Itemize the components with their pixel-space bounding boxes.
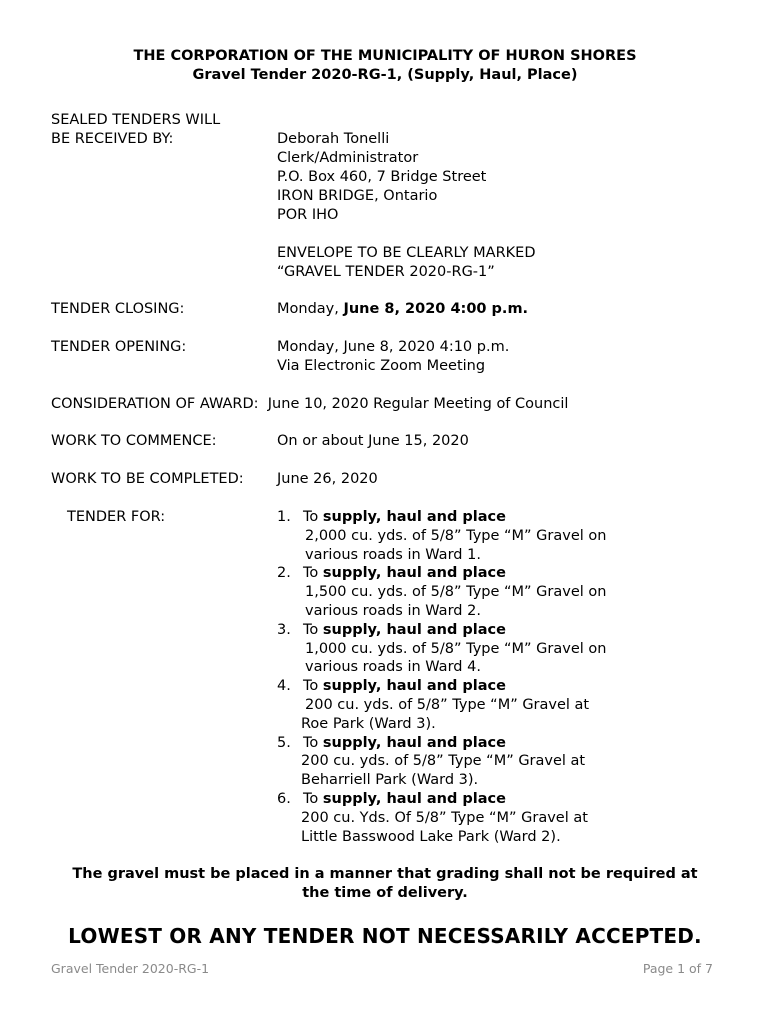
closing-datetime: June 8, 2020 4:00 p.m. bbox=[343, 301, 529, 317]
item-prefix: To bbox=[303, 621, 319, 638]
item-action: supply, haul and place bbox=[322, 565, 506, 582]
item-quantity: 200 cu. yds. of 5/8” Type “M” Gravel at bbox=[301, 753, 586, 770]
item-location: various roads in Ward 2. bbox=[305, 602, 481, 619]
list-item bbox=[277, 508, 606, 564]
commence-label: WORK TO COMMENCE: bbox=[51, 433, 217, 449]
award-value: June 10, 2020 Regular Meeting of Council bbox=[267, 396, 569, 412]
tender-for-label: TENDER FOR: bbox=[67, 509, 166, 525]
received-by-label-line1: SEALED TENDERS WILL bbox=[51, 112, 221, 128]
item-number: 6. bbox=[277, 790, 291, 807]
placement-note bbox=[0, 865, 770, 903]
closing-value bbox=[277, 300, 528, 319]
list-item bbox=[277, 621, 606, 677]
list-item bbox=[277, 734, 606, 790]
item-prefix: To bbox=[303, 565, 319, 582]
tender-title: Gravel Tender 2020-RG-1, (Supply, Haul, Place) bbox=[192, 67, 578, 83]
item-quantity: 2,000 cu. yds. of 5/8” Type “M” Gravel on bbox=[305, 527, 607, 544]
list-item bbox=[277, 790, 606, 846]
award-row bbox=[51, 395, 568, 414]
address-line: IRON BRIDGE, Ontario bbox=[277, 188, 438, 204]
closing-day: Monday, bbox=[277, 301, 339, 317]
item-prefix: To bbox=[303, 509, 319, 525]
opening-datetime: Monday, June 8, 2020 4:10 p.m. bbox=[277, 339, 510, 355]
municipality-title: THE CORPORATION OF THE MUNICIPALITY OF HURON SHORES bbox=[133, 48, 637, 64]
opening-label: TENDER OPENING: bbox=[51, 339, 187, 355]
item-quantity: 200 cu. Yds. Of 5/8” Type “M” Gravel at bbox=[301, 809, 588, 826]
commence-value: On or about June 15, 2020 bbox=[277, 433, 469, 449]
envelope-marking: “GRAVEL TENDER 2020-RG-1” bbox=[277, 264, 495, 280]
footer-page-number: Page 1 of 7 bbox=[642, 961, 713, 976]
footer-doc-title: Gravel Tender 2020-RG-1 bbox=[51, 961, 210, 976]
placement-note-line2: the time of delivery. bbox=[302, 885, 468, 901]
item-location: Roe Park (Ward 3). bbox=[301, 715, 436, 732]
item-location: Beharriell Park (Ward 3). bbox=[301, 772, 479, 789]
item-prefix: To bbox=[303, 790, 319, 807]
closing-label: TENDER CLOSING: bbox=[51, 301, 185, 317]
completed-label: WORK TO BE COMPLETED: bbox=[51, 471, 244, 487]
item-number: 3. bbox=[277, 621, 291, 638]
address-line: Deborah Tonelli bbox=[277, 131, 390, 147]
item-quantity: 1,500 cu. yds. of 5/8” Type “M” Gravel on bbox=[305, 584, 607, 601]
address-line: POR IHO bbox=[277, 207, 339, 223]
item-action: supply, haul and place bbox=[322, 790, 506, 807]
item-quantity: 200 cu. yds. of 5/8” Type “M” Gravel at bbox=[305, 696, 590, 713]
opening-method: Via Electronic Zoom Meeting bbox=[277, 358, 486, 374]
item-number: 5. bbox=[277, 734, 291, 751]
item-number: 4. bbox=[277, 678, 291, 695]
completed-value: June 26, 2020 bbox=[277, 471, 378, 487]
item-prefix: To bbox=[303, 734, 319, 751]
item-location: various roads in Ward 4. bbox=[305, 659, 481, 676]
list-item bbox=[277, 677, 606, 733]
item-action: supply, haul and place bbox=[322, 678, 506, 695]
item-number: 1. bbox=[277, 509, 291, 525]
address-line: P.O. Box 460, 7 Bridge Street bbox=[277, 169, 487, 185]
item-prefix: To bbox=[303, 678, 319, 695]
acceptance-disclaimer: LOWEST OR ANY TENDER NOT NECESSARILY ACCEPTED. bbox=[68, 924, 702, 948]
item-location: Little Basswood Lake Park (Ward 2). bbox=[301, 828, 561, 845]
item-action: supply, haul and place bbox=[322, 509, 506, 525]
item-action: supply, haul and place bbox=[322, 734, 506, 751]
list-item bbox=[277, 564, 606, 620]
envelope-instruction: ENVELOPE TO BE CLEARLY MARKED bbox=[277, 245, 536, 261]
item-action: supply, haul and place bbox=[322, 621, 506, 638]
award-label: CONSIDERATION OF AWARD: bbox=[51, 396, 259, 412]
item-number: 2. bbox=[277, 565, 291, 582]
item-quantity: 1,000 cu. yds. of 5/8” Type “M” Gravel on bbox=[305, 640, 607, 657]
item-location: various roads in Ward 1. bbox=[305, 546, 481, 563]
placement-note-line1: The gravel must be placed in a manner that grading shall not be required at bbox=[72, 866, 698, 882]
tender-items-list bbox=[277, 508, 606, 846]
received-by-label-line2: BE RECEIVED BY: bbox=[51, 131, 174, 147]
address-line: Clerk/Administrator bbox=[277, 150, 419, 166]
